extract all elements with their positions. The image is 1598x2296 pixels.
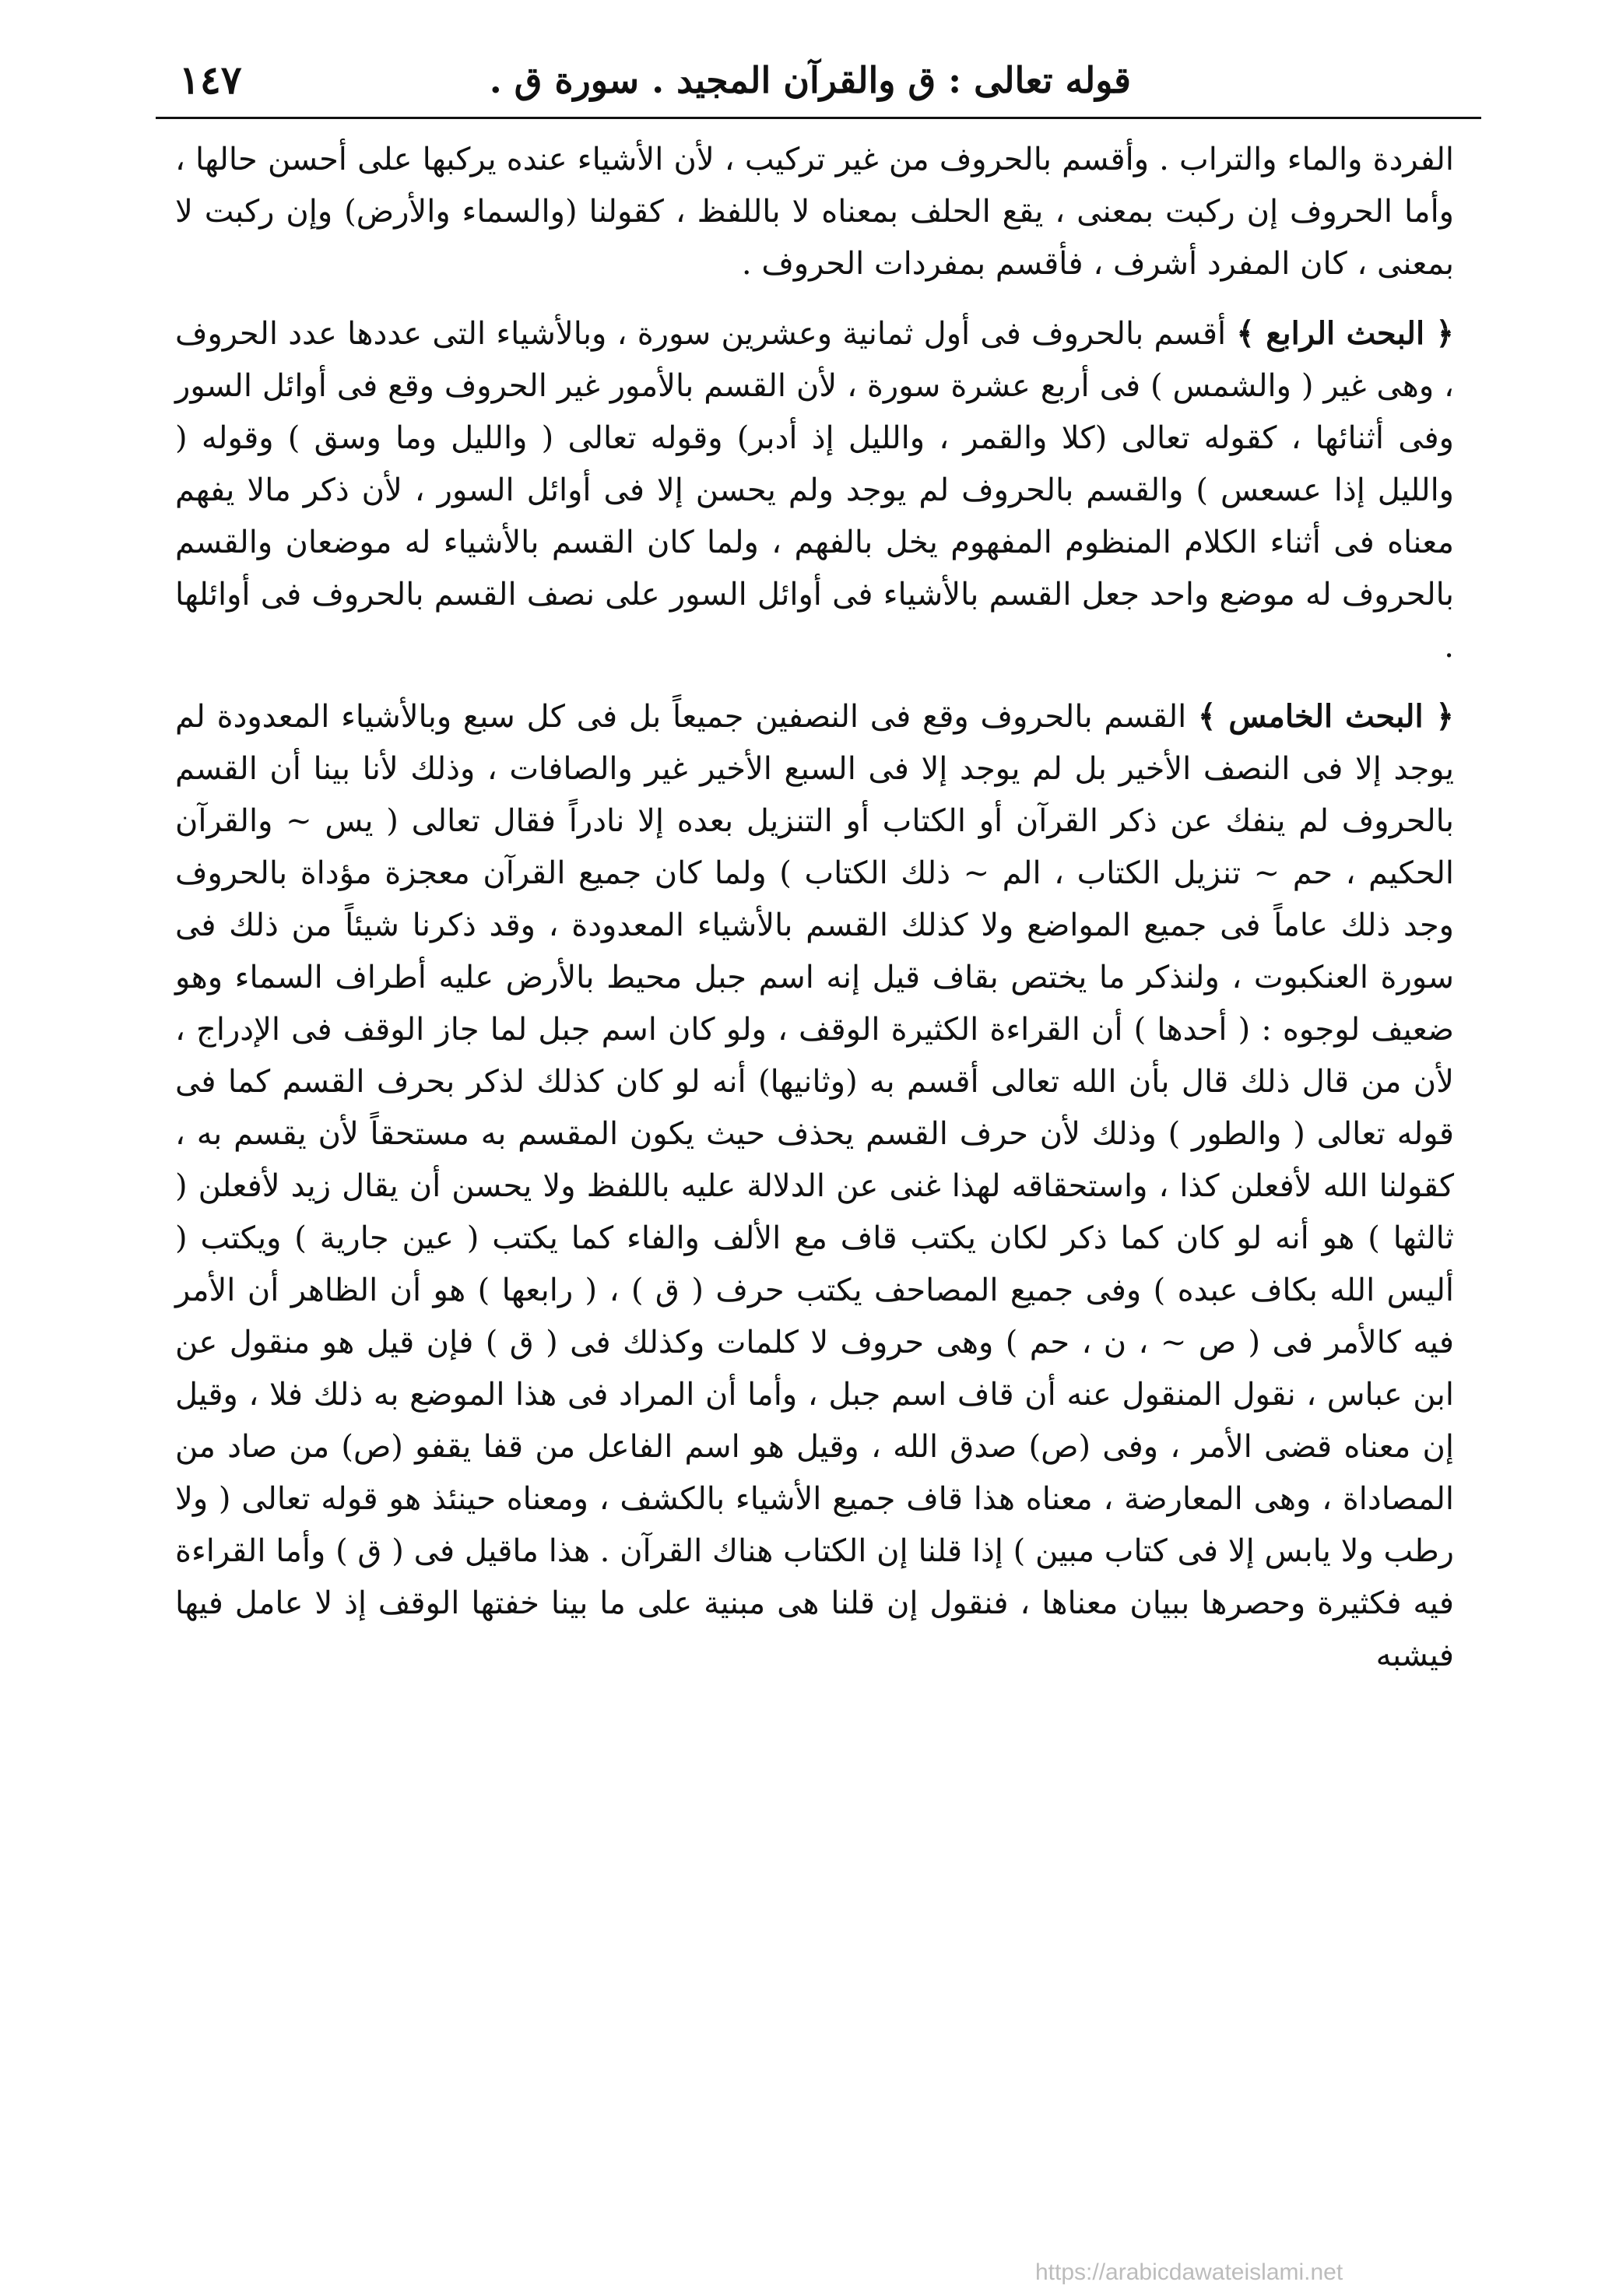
paragraph-1-text: الفردة والماء والتراب . وأقسم بالحروف من غير تركيب ، لأن الأشياء عنده يركبها على أحسن حالها ، وأما الحروف إن ركبت بمعنى ، يقع الحلف بمعناه لا باللفظ ، كقولنا (والسماء والأرض) وإن ركبت لا بمعنى ، كان المفرد أشرف ، فأقسم بمفردات الحروف . bbox=[175, 142, 1454, 282]
paragraph-1 bbox=[175, 134, 1454, 290]
paragraph-3-text: القسم بالحروف وقع فى النصفين جميعاً بل فى كل سبع وبالأشياء المعدودة لم يوجد إلا فى النصف الأخير بل لم يوجد إلا فى السبع الأخير غير والصافات ، وذلك لأنا بينا أن القسم بالحروف لم ينفك عن ذكر القرآن أو الكتاب أو التنزيل بعده إلا نادراً فقال تعالى ( يس ~ والقرآن الحكيم ، حم ~ تنزيل الكتاب ، الم ~ ذلك الكتاب ) ولما كان جميع القرآن معجزة مؤداة بالحروف وجد ذلك عاماً فى جميع المواضع ولا كذلك القسم بالأشياء المعدودة ، وقد ذكرنا شيئاً من ذلك فى سورة العنكبوت ، ولنذكر ما يختص بقاف قيل إنه اسم جبل محيط بالأرض عليه أطراف السماء وهو ضعيف لوجوه : ( أحدها ) أن القراءة الكثيرة الوقف ، ولو كان اسم جبل لما جاز الوقف فى الإدراج ، لأن من قال ذلك قال بأن الله تعالى أقسم به (وثانيها) أنه لو كان كذلك لذكر بحرف القسم كما فى قوله تعالى ( والطور ) وذلك لأن حرف القسم يحذف حيث يكون المقسم به مستحقاً لأن يقسم به ، كقولنا الله لأفعلن كذا ، واستحقاقه لهذا غنى عن الدلالة عليه باللفظ ولا يحسن أن يقال زيد لأفعلن ( ثالثها ) هو أنه لو كان كما ذكر لكان يكتب قاف مع الألف والفاء كما يكتب ( عين جارية ) ويكتب ( أليس الله بكاف عبده ) وفى جميع المصاحف يكتب حرف ( ق ) ، ( رابعها ) هو أن الظاهر أن الأمر فيه كالأمر فى ( ص ~ ، ن ، حم ) وهى حروف لا كلمات وكذلك فى ( ق ) فإن قيل هو منقول عن ابن عباس ، نقول المنقول عنه أن قاف اسم جبل ، وأما أن المراد فى هذا الموضع به ذلك فلا ، وقيل إن معناه قضى الأمر ، وفى (ص) صدق الله ، وقيل هو اسم الفاعل من قفا يقفو (ص) من صاد من المصاداة ، وهى المعارضة ، معناه هذا قاف جميع الأشياء بالكشف ، ومعناه حينئذ هو قوله تعالى ( ولا رطب ولا يابس إلا فى كتاب مبين ) إذا قلنا إن الكتاب هناك القرآن . هذا ماقيل فى ( ق ) وأما القراءة فيه فكثيرة وحصرها ببيان معناها ، فنقول إن قلنا هى مبنية على ما بينا خفتها الوقف إذ لا عامل فيها فيشبه bbox=[175, 699, 1454, 1673]
section-heading-fifth: ﴿ البحث الخامس ﴾ bbox=[1198, 698, 1454, 735]
paragraph-2 bbox=[175, 307, 1454, 673]
section-heading-fourth: ﴿ البحث الرابع ﴾ bbox=[1236, 315, 1454, 352]
paragraph-3 bbox=[175, 690, 1454, 1682]
header-rule bbox=[156, 117, 1481, 119]
running-title: قوله تعالى : ق والقرآن المجيد . سورة ق . bbox=[489, 59, 1131, 101]
page-header bbox=[156, 39, 1481, 117]
watermark-url: https://arabicdawateislami.net bbox=[1035, 2259, 1343, 2285]
body-text bbox=[175, 134, 1454, 1699]
page-number: ١٤٧ bbox=[179, 57, 242, 103]
paragraph-2-text: أقسم بالحروف فى أول ثمانية وعشرين سورة ، وبالأشياء التى عددها عدد الحروف ، وهى غير ( والشمس ) فى أربع عشرة سورة ، لأن القسم بالأمور غير الحروف وقع فى أوائل السور وفى أثنائها ، كقوله تعالى (كلا والقمر ، والليل إذ أدبر) وقوله تعالى ( والليل وما وسق ) وقوله ( والليل إذا عسعس ) والقسم بالحروف لم يوجد ولم يحسن إلا فى أوائل السور ، لأن ذكر مالا يفهم معناه فى أثناء الكلام المنظوم المفهوم يخل بالفهم ، ولما كان القسم بالأشياء له موضعان والقسم بالحروف له موضع واحد جعل القسم بالأشياء فى أوائل السور على نصف القسم بالحروف فى أوائلها . bbox=[175, 316, 1454, 665]
